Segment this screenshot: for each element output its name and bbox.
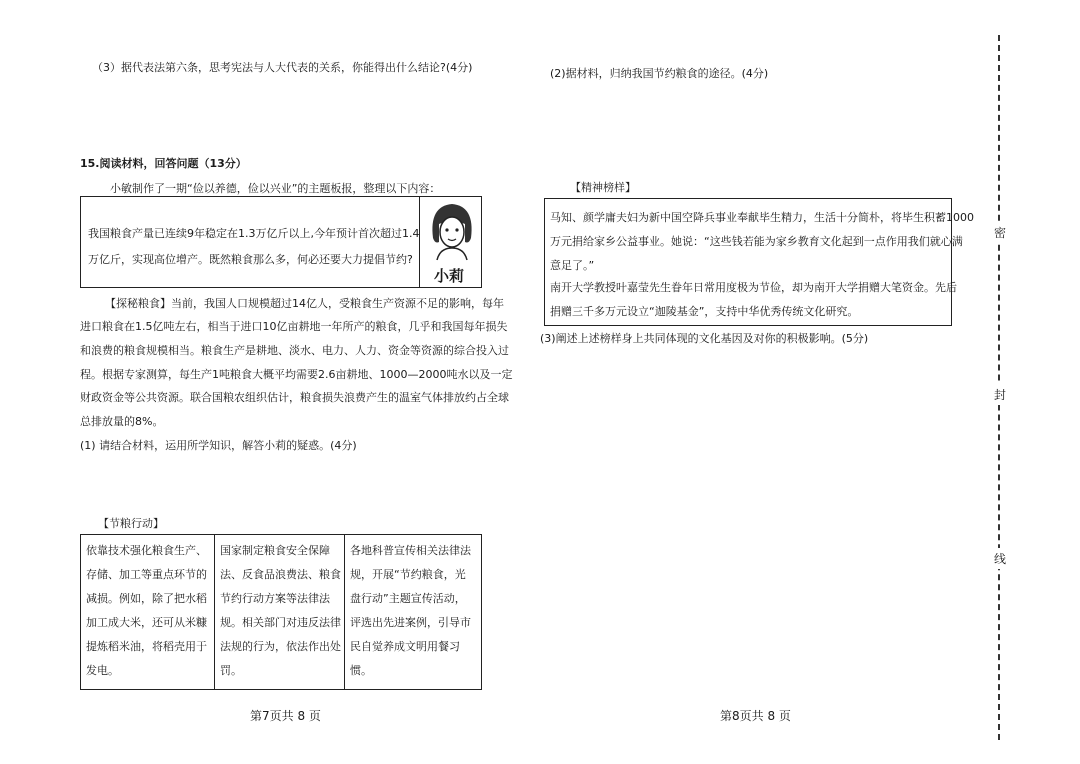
model-line-4: 南开大学教授叶嘉莹先生眷年日常用度极为节俭，却为南开大学捐赠大笔资金。先后 (550, 281, 957, 294)
explore-line-6: 总排放量的8%。 (80, 415, 164, 428)
binding-mark-mi: 密 (994, 222, 1006, 243)
table-line: 节约行动方案等法律法 (220, 592, 330, 605)
question-3-culture: (3)阐述上述榜样身上共同体现的文化基因及对你的积极影响。(5分) (540, 332, 869, 345)
question-box-line-2: 万亿斤，实现高位增产。既然粮食那么多，何必还要大力提倡节约? (88, 253, 413, 266)
question-2: (2)据材料，归纳我国节约粮食的途径。(4分) (550, 67, 769, 80)
avatar-name: 小莉 (434, 267, 465, 285)
model-line-5: 捐赠三千多万元设立“迦陵基金”，支持中华优秀传统文化研究。 (550, 305, 859, 318)
table-line: 规，开展“节约粮食，光 (350, 568, 466, 581)
question-1: (1) 请结合材料，运用所学知识，解答小莉的疑惑。(4分) (80, 439, 357, 452)
table-line: 国家制定粮食安全保障 (220, 544, 330, 557)
table-line: 法、反食品浪费法、粮食 (220, 568, 341, 581)
model-line-3: 意足了。” (550, 259, 595, 272)
table-line: 加工成大米，还可从米糠 (86, 616, 207, 629)
table-line: 依靠技术强化粮食生产、 (86, 544, 207, 557)
table-line: 罚。 (220, 664, 242, 677)
action-title: 【节粮行动】 (98, 517, 164, 530)
question-15-title: 15.阅读材料，回答问题（13分） (80, 157, 247, 170)
explore-line-5: 财政资金等公共资源。联合国粮农组织估计，粮食损失浪费产生的温室气体排放约占全球 (80, 391, 509, 404)
table-divider-1 (214, 534, 215, 690)
table-line: 存储、加工等重点环节的 (86, 568, 207, 581)
table-divider-2 (344, 534, 345, 690)
table-line: 民自觉养成文明用餐习 (350, 640, 460, 653)
table-line: 减损。例如，除了把水稻 (86, 592, 207, 605)
model-title: 【精神榜样】 (570, 181, 636, 194)
question-box-divider (419, 196, 420, 288)
explore-line-1: 【探秘粮食】当前，我国人口规模超过14亿人，受粮食生产资源不足的影响，每年 (105, 297, 504, 310)
model-line-1: 马知、颜学庸夫妇为新中国空降兵事业奉献毕生精力，生活十分简朴，将毕生积蓄1000 (550, 211, 974, 224)
table-line: 盘行动”主题宣传活动， (350, 592, 466, 605)
intro-text: 小敏制作了一期“俭以养德，俭以兴业”的主题板报，整理以下内容： (110, 182, 441, 195)
model-line-2: 万元捐给家乡公益事业。她说：“这些钱若能为家乡教育文化起到一点作用我们就心满 (550, 235, 963, 248)
explore-line-2: 进口粮食在1.5亿吨左右，相当于进口10亿亩耕地一年所产的粮食，几乎和我国每年损失 (80, 320, 508, 333)
table-line: 规。相关部门对违反法律 (220, 616, 341, 629)
question-box (80, 196, 482, 288)
left-page-footer: 第7页共 8 页 (250, 709, 321, 723)
girl-avatar-icon (425, 198, 479, 264)
table-line: 各地科普宣传相关法律法 (350, 544, 471, 557)
explore-line-4: 程。根据专家测算，每生产1吨粮食大概平均需要2.6亩耕地、1000—2000吨水以及一定 (80, 368, 513, 381)
explore-line-3: 和浪费的粮食规模相当。粮食生产是耕地、淡水、电力、人力、资金等资源的综合投入过 (80, 344, 509, 357)
question-box-line-1: 我国粮食产量已连续9年稳定在1.3万亿斤以上,今年预计首次超过1.4 (88, 227, 420, 240)
binding-mark-feng: 封 (994, 384, 1006, 405)
binding-mark-xian: 线 (994, 548, 1006, 569)
table-line: 惯。 (350, 664, 372, 677)
right-page-footer: 第8页共 8 页 (720, 709, 791, 723)
table-cell-law (220, 539, 341, 683)
table-line: 法规的行为，依法作出处 (220, 640, 341, 653)
table-line: 发电。 (86, 664, 119, 677)
table-line: 提炼稻米油，将稻壳用于 (86, 640, 207, 653)
table-cell-campaign (350, 539, 471, 683)
table-line: 评选出先进案例，引导市 (350, 616, 471, 629)
question-3-law: （3）据代表法第六条，思考宪法与人大代表的关系，你能得出什么结论?(4分) (92, 61, 473, 74)
table-cell-tech (86, 539, 207, 683)
